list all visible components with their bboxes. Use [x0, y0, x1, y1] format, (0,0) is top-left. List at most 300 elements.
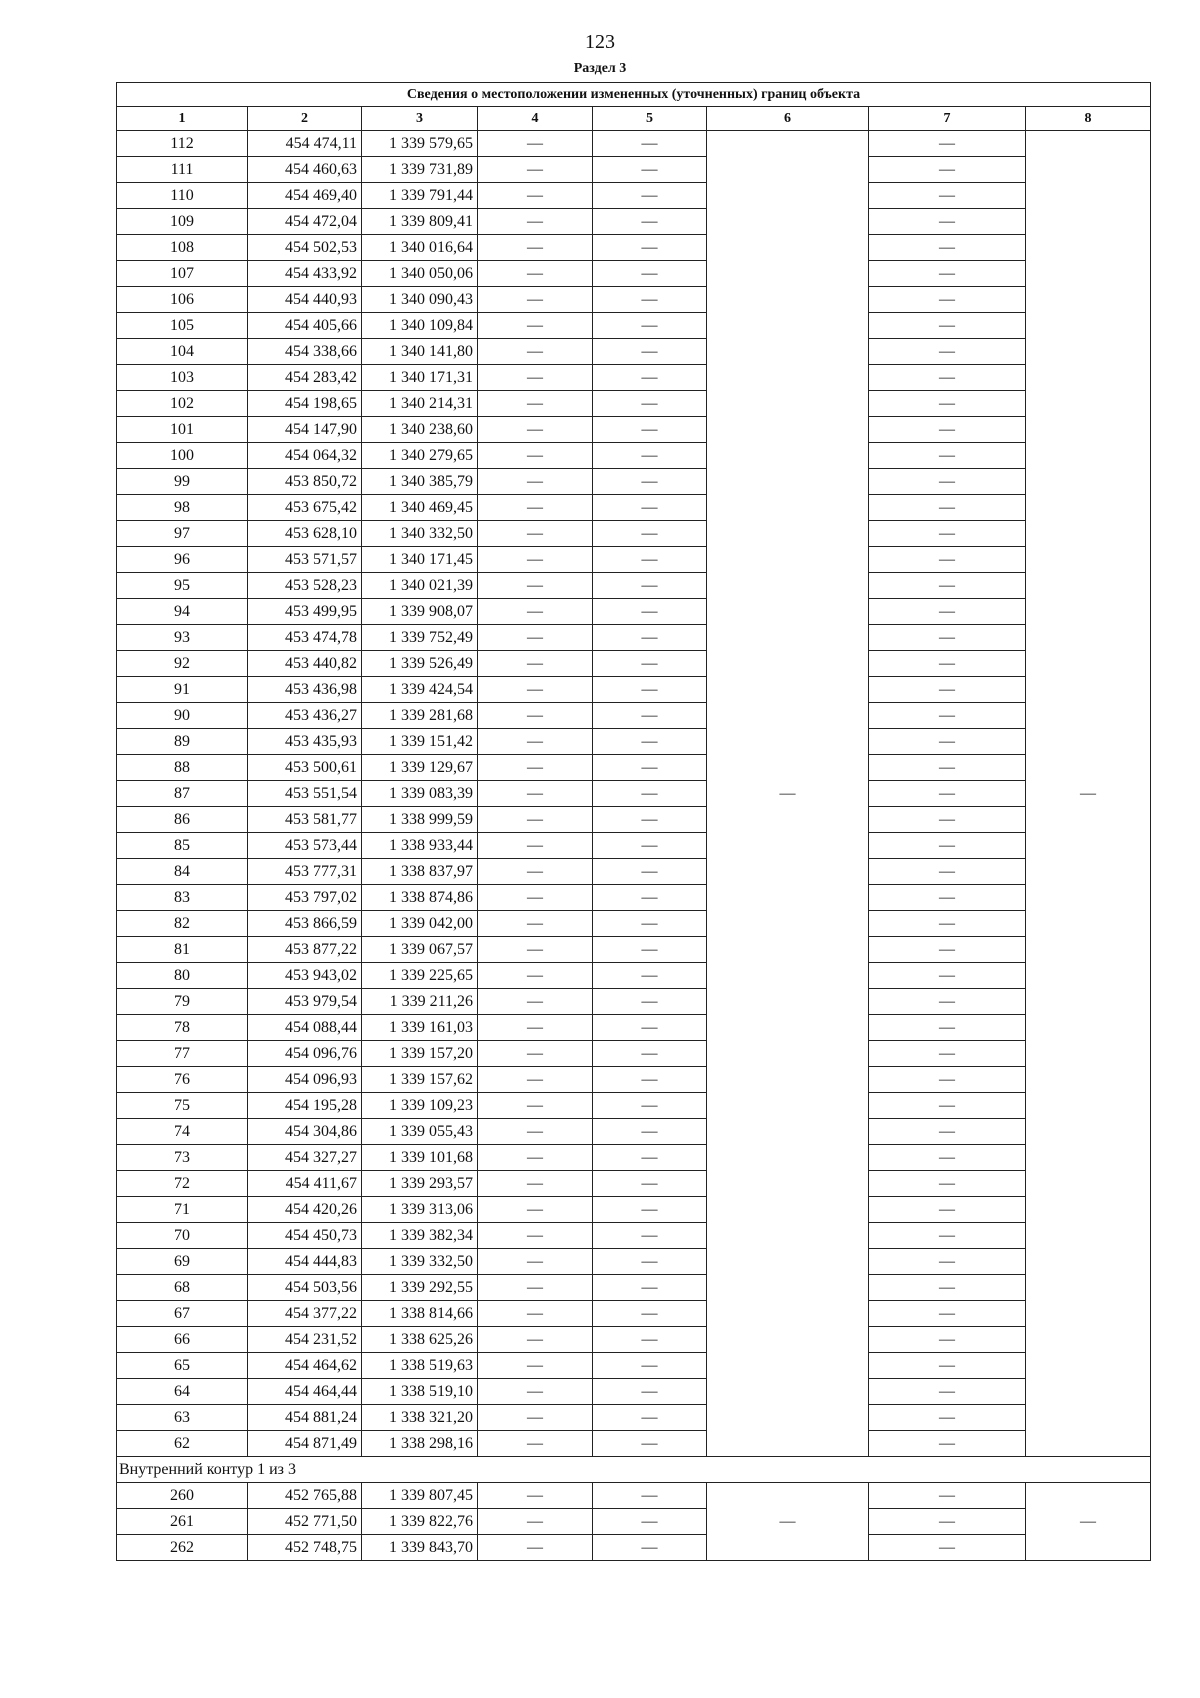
- coordinate-x: 454 444,83: [248, 1249, 362, 1275]
- col7-value: —: [869, 1223, 1026, 1249]
- outer-contour-row: [117, 157, 1151, 183]
- coordinate-x: 454 474,11: [248, 131, 362, 157]
- column-header-2: 2: [248, 107, 362, 131]
- col5-value: —: [593, 235, 707, 261]
- col7-value: —: [869, 1379, 1026, 1405]
- col5-value: —: [593, 1301, 707, 1327]
- inner-contour-row: [117, 1483, 1151, 1509]
- outer-contour-row: [117, 365, 1151, 391]
- coordinate-y: 1 340 238,60: [362, 417, 478, 443]
- point-number: 65: [117, 1353, 248, 1379]
- coordinate-x: 454 096,76: [248, 1041, 362, 1067]
- col4-value: —: [478, 1145, 593, 1171]
- col4-value: —: [478, 1353, 593, 1379]
- coordinate-y: 1 339 424,54: [362, 677, 478, 703]
- col7-value: —: [869, 1509, 1026, 1535]
- col8-merged-value: —: [1026, 131, 1151, 1457]
- coordinate-x: 454 198,65: [248, 391, 362, 417]
- col7-value: —: [869, 339, 1026, 365]
- outer-contour-row: [117, 963, 1151, 989]
- col5-value: —: [593, 1379, 707, 1405]
- col4-value: —: [478, 625, 593, 651]
- point-number: 112: [117, 131, 248, 157]
- point-number: 109: [117, 209, 248, 235]
- outer-contour-row: [117, 131, 1151, 157]
- point-number: 100: [117, 443, 248, 469]
- outer-contour-row: [117, 1197, 1151, 1223]
- col4-value: —: [478, 651, 593, 677]
- point-number: 103: [117, 365, 248, 391]
- coordinate-x: 454 283,42: [248, 365, 362, 391]
- coordinate-y: 1 339 225,65: [362, 963, 478, 989]
- col5-value: —: [593, 157, 707, 183]
- point-number: 90: [117, 703, 248, 729]
- point-number: 110: [117, 183, 248, 209]
- coordinate-x: 452 771,50: [248, 1509, 362, 1535]
- outer-contour-row: [117, 1171, 1151, 1197]
- col7-value: —: [869, 1353, 1026, 1379]
- outer-contour-row: [117, 625, 1151, 651]
- coordinate-y: 1 340 090,43: [362, 287, 478, 313]
- outer-contour-row: [117, 573, 1151, 599]
- outer-contour-row: [117, 183, 1151, 209]
- coordinate-x: 454 460,63: [248, 157, 362, 183]
- column-header-4: 4: [478, 107, 593, 131]
- col5-value: —: [593, 781, 707, 807]
- point-number: 83: [117, 885, 248, 911]
- coordinate-y: 1 339 822,76: [362, 1509, 478, 1535]
- coordinate-x: 453 436,27: [248, 703, 362, 729]
- point-number: 96: [117, 547, 248, 573]
- inner-contour-caption-row: [117, 1457, 1151, 1483]
- point-number: 74: [117, 1119, 248, 1145]
- col7-value: —: [869, 651, 1026, 677]
- point-number: 67: [117, 1301, 248, 1327]
- coordinate-y: 1 340 050,06: [362, 261, 478, 287]
- coordinate-x: 453 877,22: [248, 937, 362, 963]
- coordinate-y: 1 340 016,64: [362, 235, 478, 261]
- coordinate-x: 454 871,49: [248, 1431, 362, 1457]
- outer-contour-row: [117, 885, 1151, 911]
- col7-value: —: [869, 547, 1026, 573]
- coordinate-x: 454 147,90: [248, 417, 362, 443]
- col5-value: —: [593, 1483, 707, 1509]
- col4-value: —: [478, 755, 593, 781]
- outer-contour-row: [117, 703, 1151, 729]
- point-number: 81: [117, 937, 248, 963]
- col5-value: —: [593, 1509, 707, 1535]
- outer-contour-row: [117, 495, 1151, 521]
- coordinate-y: 1 338 837,97: [362, 859, 478, 885]
- section-title: Раздел 3: [573, 61, 627, 76]
- col4-value: —: [478, 1535, 593, 1561]
- col5-value: —: [593, 547, 707, 573]
- outer-contour-row: [117, 547, 1151, 573]
- col5-value: —: [593, 677, 707, 703]
- coordinate-y: 1 339 211,26: [362, 989, 478, 1015]
- outer-contour-row: [117, 1301, 1151, 1327]
- col7-value: —: [869, 1093, 1026, 1119]
- boundary-coordinates-table: [116, 82, 1151, 1561]
- col4-value: —: [478, 1483, 593, 1509]
- col7-value: —: [869, 261, 1026, 287]
- coordinate-y: 1 339 151,42: [362, 729, 478, 755]
- col7-value: —: [869, 365, 1026, 391]
- col7-value: —: [869, 963, 1026, 989]
- column-header-1: 1: [117, 107, 248, 131]
- col7-value: —: [869, 417, 1026, 443]
- coordinate-x: 453 979,54: [248, 989, 362, 1015]
- outer-contour-row: [117, 391, 1151, 417]
- col5-value: —: [593, 1535, 707, 1561]
- outer-contour-row: [117, 859, 1151, 885]
- col5-value: —: [593, 495, 707, 521]
- outer-contour-rows: [117, 131, 1151, 1457]
- col8-merged-value: —: [1026, 1483, 1151, 1561]
- coordinate-x: 454 338,66: [248, 339, 362, 365]
- col4-value: —: [478, 599, 593, 625]
- col4-value: —: [478, 209, 593, 235]
- outer-contour-row: [117, 1093, 1151, 1119]
- col7-value: —: [869, 287, 1026, 313]
- coordinate-y: 1 340 171,31: [362, 365, 478, 391]
- column-header-7: 7: [869, 107, 1026, 131]
- coordinate-x: 453 528,23: [248, 573, 362, 599]
- coordinate-y: 1 338 519,63: [362, 1353, 478, 1379]
- point-number: 86: [117, 807, 248, 833]
- point-number: 71: [117, 1197, 248, 1223]
- point-number: 105: [117, 313, 248, 339]
- outer-contour-row: [117, 937, 1151, 963]
- point-number: 64: [117, 1379, 248, 1405]
- point-number: 68: [117, 1275, 248, 1301]
- col7-value: —: [869, 1327, 1026, 1353]
- table-title: Сведения о местоположении измененных (уточненных) границ объекта: [117, 83, 1151, 107]
- coordinate-x: 454 088,44: [248, 1015, 362, 1041]
- col4-value: —: [478, 703, 593, 729]
- col4-value: —: [478, 547, 593, 573]
- col5-value: —: [593, 833, 707, 859]
- col7-value: —: [869, 1015, 1026, 1041]
- outer-contour-row: [117, 1223, 1151, 1249]
- coordinate-x: 453 777,31: [248, 859, 362, 885]
- col7-value: —: [869, 1145, 1026, 1171]
- coordinate-y: 1 339 281,68: [362, 703, 478, 729]
- col5-value: —: [593, 1093, 707, 1119]
- coordinate-x: 454 231,52: [248, 1327, 362, 1353]
- col5-value: —: [593, 1197, 707, 1223]
- outer-contour-row: [117, 1327, 1151, 1353]
- coordinate-x: 453 571,57: [248, 547, 362, 573]
- col7-value: —: [869, 573, 1026, 599]
- coordinate-y: 1 340 332,50: [362, 521, 478, 547]
- col4-value: —: [478, 1431, 593, 1457]
- point-number: 69: [117, 1249, 248, 1275]
- coordinate-y: 1 340 385,79: [362, 469, 478, 495]
- coordinate-x: 454 440,93: [248, 287, 362, 313]
- outer-contour-row: [117, 1405, 1151, 1431]
- col5-value: —: [593, 313, 707, 339]
- point-number: 66: [117, 1327, 248, 1353]
- col5-value: —: [593, 1405, 707, 1431]
- inner-contour-row: [117, 1535, 1151, 1561]
- coordinate-y: 1 339 083,39: [362, 781, 478, 807]
- coordinate-x: 454 464,44: [248, 1379, 362, 1405]
- coordinate-y: 1 340 141,80: [362, 339, 478, 365]
- outer-contour-row: [117, 1041, 1151, 1067]
- coordinate-y: 1 340 021,39: [362, 573, 478, 599]
- coordinate-y: 1 339 293,57: [362, 1171, 478, 1197]
- point-number: 70: [117, 1223, 248, 1249]
- col5-value: —: [593, 261, 707, 287]
- col5-value: —: [593, 1353, 707, 1379]
- outer-contour-row: [117, 755, 1151, 781]
- point-number: 78: [117, 1015, 248, 1041]
- col5-value: —: [593, 1119, 707, 1145]
- outer-contour-row: [117, 1353, 1151, 1379]
- col5-value: —: [593, 703, 707, 729]
- col5-value: —: [593, 573, 707, 599]
- coordinate-y: 1 338 298,16: [362, 1431, 478, 1457]
- coordinate-y: 1 340 469,45: [362, 495, 478, 521]
- outer-contour-row: [117, 1119, 1151, 1145]
- point-number: 99: [117, 469, 248, 495]
- coordinate-y: 1 339 332,50: [362, 1249, 478, 1275]
- point-number: 79: [117, 989, 248, 1015]
- col4-value: —: [478, 1197, 593, 1223]
- outer-contour-row: [117, 443, 1151, 469]
- col4-value: —: [478, 911, 593, 937]
- col7-value: —: [869, 391, 1026, 417]
- col7-value: —: [869, 183, 1026, 209]
- coordinate-y: 1 339 809,41: [362, 209, 478, 235]
- col5-value: —: [593, 963, 707, 989]
- col5-value: —: [593, 1145, 707, 1171]
- col7-value: —: [869, 1405, 1026, 1431]
- col5-value: —: [593, 131, 707, 157]
- coordinate-y: 1 339 157,62: [362, 1067, 478, 1093]
- col7-value: —: [869, 131, 1026, 157]
- col4-value: —: [478, 235, 593, 261]
- col4-value: —: [478, 469, 593, 495]
- col7-value: —: [869, 1431, 1026, 1457]
- col7-value: —: [869, 1249, 1026, 1275]
- col4-value: —: [478, 963, 593, 989]
- coordinate-y: 1 339 752,49: [362, 625, 478, 651]
- inner-contour-rows: [117, 1457, 1151, 1561]
- coordinate-y: 1 339 908,07: [362, 599, 478, 625]
- outer-contour-row: [117, 1145, 1151, 1171]
- coordinate-x: 453 499,95: [248, 599, 362, 625]
- col7-value: —: [869, 443, 1026, 469]
- col4-value: —: [478, 729, 593, 755]
- col7-value: —: [869, 833, 1026, 859]
- point-number: 62: [117, 1431, 248, 1457]
- col5-value: —: [593, 989, 707, 1015]
- col4-value: —: [478, 781, 593, 807]
- coordinate-x: 453 573,44: [248, 833, 362, 859]
- col7-value: —: [869, 729, 1026, 755]
- col5-value: —: [593, 1275, 707, 1301]
- coordinate-y: 1 339 382,34: [362, 1223, 478, 1249]
- coordinate-x: 453 943,02: [248, 963, 362, 989]
- col4-value: —: [478, 183, 593, 209]
- col4-value: —: [478, 365, 593, 391]
- col5-value: —: [593, 1041, 707, 1067]
- coordinate-x: 453 628,10: [248, 521, 362, 547]
- col4-value: —: [478, 1249, 593, 1275]
- col5-value: —: [593, 391, 707, 417]
- point-number: 91: [117, 677, 248, 703]
- col5-value: —: [593, 885, 707, 911]
- col4-value: —: [478, 1509, 593, 1535]
- col7-value: —: [869, 1301, 1026, 1327]
- col7-value: —: [869, 1483, 1026, 1509]
- col7-value: —: [869, 495, 1026, 521]
- col7-value: —: [869, 469, 1026, 495]
- col5-value: —: [593, 469, 707, 495]
- coordinate-x: 454 469,40: [248, 183, 362, 209]
- coordinate-x: 454 433,92: [248, 261, 362, 287]
- outer-contour-row: [117, 807, 1151, 833]
- col7-value: —: [869, 1041, 1026, 1067]
- outer-contour-row: [117, 1067, 1151, 1093]
- coordinate-x: 453 675,42: [248, 495, 362, 521]
- col7-value: —: [869, 599, 1026, 625]
- col7-value: —: [869, 885, 1026, 911]
- col7-value: —: [869, 1067, 1026, 1093]
- coordinate-y: 1 339 109,23: [362, 1093, 478, 1119]
- col7-value: —: [869, 989, 1026, 1015]
- coordinate-x: 453 551,54: [248, 781, 362, 807]
- col4-value: —: [478, 287, 593, 313]
- coordinate-y: 1 338 933,44: [362, 833, 478, 859]
- col4-value: —: [478, 937, 593, 963]
- point-number: 102: [117, 391, 248, 417]
- outer-contour-row: [117, 313, 1151, 339]
- col7-value: —: [869, 677, 1026, 703]
- col4-value: —: [478, 521, 593, 547]
- coordinate-y: 1 339 292,55: [362, 1275, 478, 1301]
- point-number: 262: [117, 1535, 248, 1561]
- coordinate-y: 1 338 999,59: [362, 807, 478, 833]
- coordinate-y: 1 338 321,20: [362, 1405, 478, 1431]
- coordinate-y: 1 339 161,03: [362, 1015, 478, 1041]
- outer-contour-row: [117, 989, 1151, 1015]
- col4-value: —: [478, 1405, 593, 1431]
- coordinate-x: 454 464,62: [248, 1353, 362, 1379]
- coordinate-y: 1 339 129,67: [362, 755, 478, 781]
- coordinate-y: 1 339 791,44: [362, 183, 478, 209]
- outer-contour-row: [117, 911, 1151, 937]
- point-number: 95: [117, 573, 248, 599]
- coordinate-y: 1 338 874,86: [362, 885, 478, 911]
- col7-value: —: [869, 937, 1026, 963]
- col7-value: —: [869, 859, 1026, 885]
- col5-value: —: [593, 1067, 707, 1093]
- coordinate-y: 1 340 214,31: [362, 391, 478, 417]
- col4-value: —: [478, 1171, 593, 1197]
- column-header-3: 3: [362, 107, 478, 131]
- coordinate-y: 1 339 055,43: [362, 1119, 478, 1145]
- col4-value: —: [478, 859, 593, 885]
- coordinate-x: 453 866,59: [248, 911, 362, 937]
- point-number: 101: [117, 417, 248, 443]
- col5-value: —: [593, 287, 707, 313]
- outer-contour-row: [117, 729, 1151, 755]
- inner-contour-row: [117, 1509, 1151, 1535]
- col7-value: —: [869, 1119, 1026, 1145]
- col5-value: —: [593, 183, 707, 209]
- col5-value: —: [593, 1327, 707, 1353]
- coordinate-x: 454 195,28: [248, 1093, 362, 1119]
- point-number: 108: [117, 235, 248, 261]
- coordinate-x: 454 096,93: [248, 1067, 362, 1093]
- col5-value: —: [593, 209, 707, 235]
- point-number: 72: [117, 1171, 248, 1197]
- col5-value: —: [593, 417, 707, 443]
- col4-value: —: [478, 1301, 593, 1327]
- coordinate-x: 453 435,93: [248, 729, 362, 755]
- coordinate-x: 453 500,61: [248, 755, 362, 781]
- point-number: 80: [117, 963, 248, 989]
- point-number: 106: [117, 287, 248, 313]
- column-header-row: [117, 107, 1151, 131]
- col5-value: —: [593, 365, 707, 391]
- col4-value: —: [478, 157, 593, 183]
- point-number: 87: [117, 781, 248, 807]
- coordinate-x: 454 411,67: [248, 1171, 362, 1197]
- point-number: 85: [117, 833, 248, 859]
- outer-contour-row: [117, 235, 1151, 261]
- coordinate-y: 1 340 171,45: [362, 547, 478, 573]
- outer-contour-row: [117, 521, 1151, 547]
- col5-value: —: [593, 1171, 707, 1197]
- coordinate-x: 454 502,53: [248, 235, 362, 261]
- outer-contour-row: [117, 1379, 1151, 1405]
- col7-value: —: [869, 781, 1026, 807]
- outer-contour-row: [117, 261, 1151, 287]
- outer-contour-row: [117, 781, 1151, 807]
- outer-contour-row: [117, 651, 1151, 677]
- coordinate-y: 1 338 519,10: [362, 1379, 478, 1405]
- col5-value: —: [593, 729, 707, 755]
- col4-value: —: [478, 443, 593, 469]
- point-number: 73: [117, 1145, 248, 1171]
- column-header-6: 6: [707, 107, 869, 131]
- col5-value: —: [593, 443, 707, 469]
- point-number: 94: [117, 599, 248, 625]
- col7-value: —: [869, 157, 1026, 183]
- col7-value: —: [869, 313, 1026, 339]
- col7-value: —: [869, 521, 1026, 547]
- col4-value: —: [478, 313, 593, 339]
- point-number: 104: [117, 339, 248, 365]
- col5-value: —: [593, 521, 707, 547]
- point-number: 84: [117, 859, 248, 885]
- col4-value: —: [478, 339, 593, 365]
- coordinate-x: 454 064,32: [248, 443, 362, 469]
- outer-contour-row: [117, 833, 1151, 859]
- col4-value: —: [478, 131, 593, 157]
- col5-value: —: [593, 1223, 707, 1249]
- coordinate-y: 1 338 814,66: [362, 1301, 478, 1327]
- col4-value: —: [478, 573, 593, 599]
- coordinate-x: 454 881,24: [248, 1405, 362, 1431]
- point-number: 111: [117, 157, 248, 183]
- coordinate-x: 453 440,82: [248, 651, 362, 677]
- col7-value: —: [869, 911, 1026, 937]
